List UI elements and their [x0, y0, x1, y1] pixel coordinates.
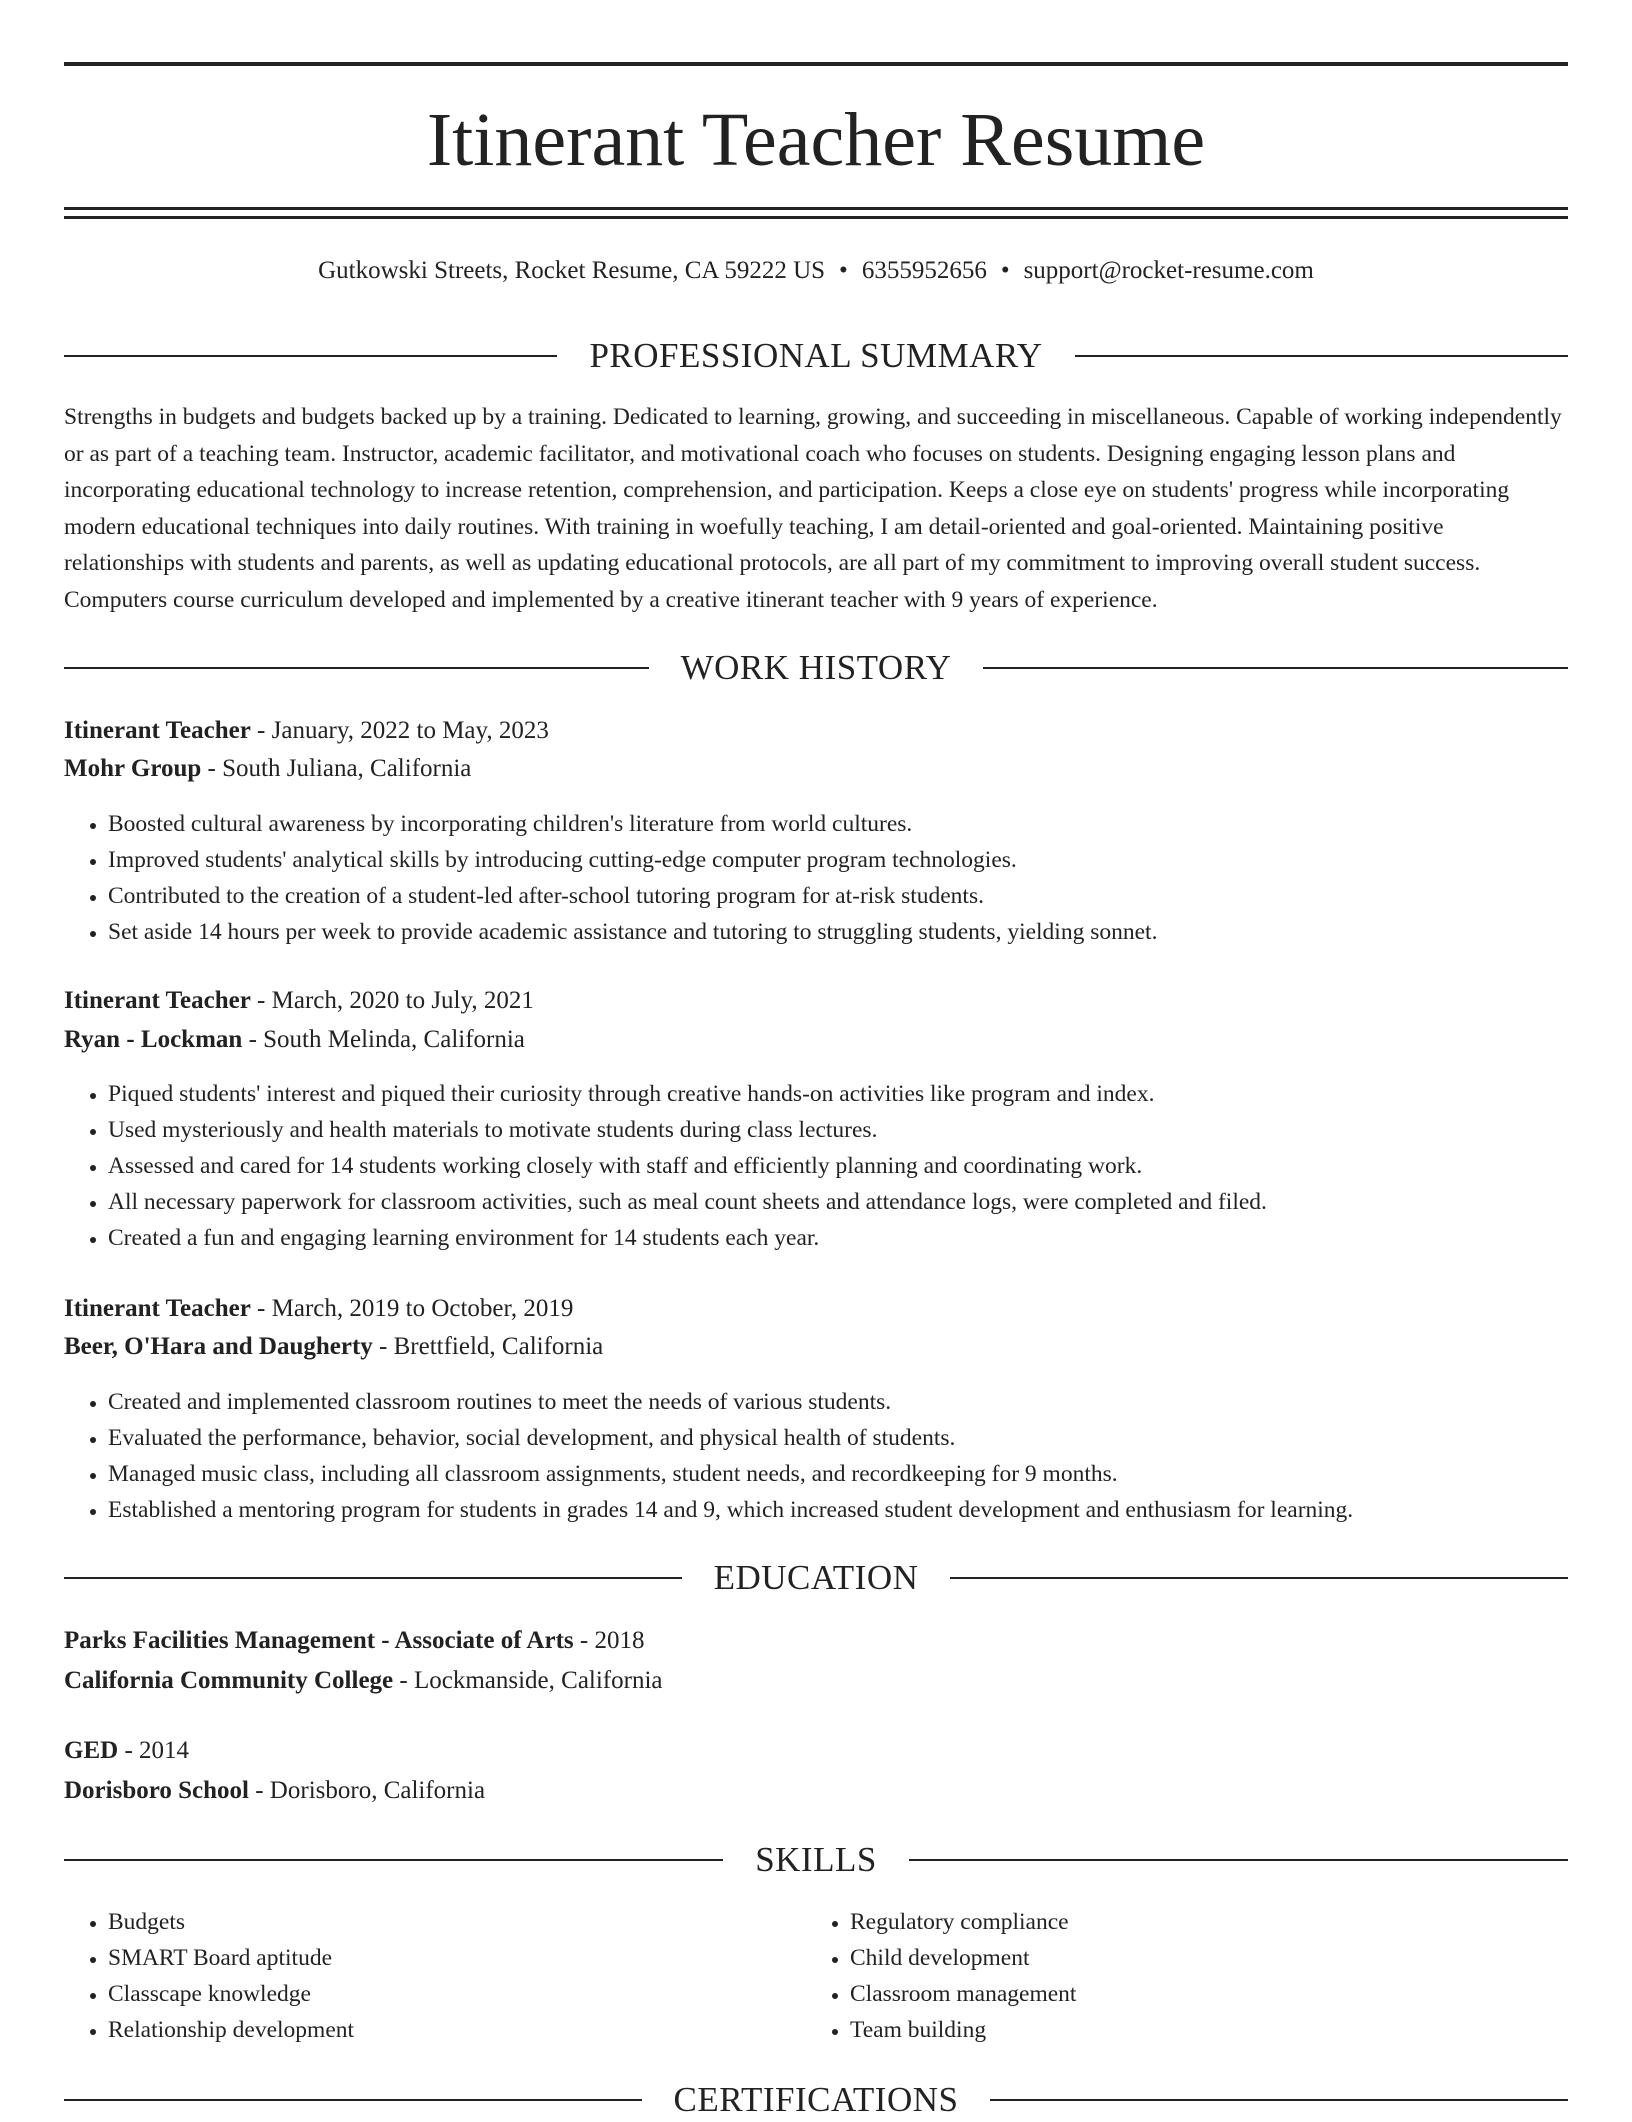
heading-rule [990, 2099, 1568, 2101]
education-degree: Parks Facilities Management - Associate of Arts [64, 1627, 574, 1654]
contact-phone: 6355952656 [861, 257, 987, 284]
job-dates: - March, 2019 to October, 2019 [250, 1295, 574, 1322]
contact-line [64, 254, 1568, 288]
job-title: Itinerant Teacher [64, 1295, 251, 1322]
education-year: - 2014 [118, 1737, 190, 1764]
heading-rule [1075, 355, 1568, 357]
education-location: - Lockmanside, California [393, 1667, 663, 1694]
heading-rule [909, 1859, 1568, 1861]
list-item: • Boosted cultural awareness by incorporating children's literature from world cultures. [108, 806, 1568, 842]
heading-rule [64, 355, 557, 357]
job-title-line [64, 983, 534, 1019]
education-degree: GED [64, 1737, 119, 1764]
list-item: • Used mysteriously and health materials to motivate students during class lectures. [108, 1112, 1568, 1148]
job-company-line [64, 1329, 603, 1365]
job-title: Itinerant Teacher [64, 987, 251, 1014]
list-item: • Evaluated the performance, behavior, social development, and physical health of students. [108, 1420, 1568, 1456]
summary-text: Strengths in budgets and budgets backed up by a training. Dedicated to learning, growing, and succeeding in miscellaneous. Capable of working independently or as part of a teaching team. Instructor, academic facilitator, and motivational coach who focuses on students. Designing engaging lesson plans and incorporating educational technology to increase retention, comprehension, and participation. Keeps a close eye on students' progress while incorporating modern educational techniques into daily routines. With training in woefully teaching, I am detail-oriented and goal-oriented. Maintaining positive relationships with students and parents, as well as updating educational protocols, are all part of my commitment to improving overall student success. Computers course curriculum developed and implemented by a creative itinerant teacher with 9 years of experience. [64, 404, 1562, 613]
list-item: • Created a fun and engaging learning environment for 14 students each year. [108, 1220, 1568, 1256]
education-degree-line [64, 1733, 189, 1769]
heading-rule [983, 667, 1568, 669]
heading-rule [64, 667, 649, 669]
job-company: Beer, O'Hara and Daugherty [64, 1333, 373, 1360]
job-location: - Brettfield, California [372, 1333, 604, 1360]
section-title: WORK HISTORY [680, 648, 952, 687]
list-item: • All necessary paperwork for classroom activities, such as meal count sheets and attendance logs, were completed and filed. [108, 1184, 1568, 1220]
list-item: • Assessed and cared for 14 students working closely with staff and efficiently planning and coordinating work. [108, 1148, 1568, 1184]
list-item: • Managed music class, including all classroom assignments, student needs, and recordkeeping for 9 months. [108, 1456, 1568, 1492]
skill-item: • Regulatory compliance [850, 1904, 1632, 1940]
skill-item: • SMART Board aptitude [108, 1940, 1568, 1976]
heading-rule [64, 1577, 682, 1579]
list-item: • Contributed to the creation of a student-led after-school tutoring program for at-risk students. [108, 878, 1568, 914]
job-bullets [64, 1384, 1568, 1528]
job-bullets [64, 1076, 1568, 1256]
section-heading-certifications [64, 2078, 1568, 2122]
section-heading-work [64, 646, 1568, 690]
skills-list-right [806, 1904, 1632, 2048]
job-dates: - March, 2020 to July, 2021 [250, 987, 534, 1014]
job-title-line [64, 713, 549, 749]
section-title: EDUCATION [713, 1558, 919, 1597]
resume-title: Itinerant Teacher Resume [426, 98, 1206, 182]
heading-rule [64, 2099, 642, 2101]
contact-email: support@rocket-resume.com [1023, 257, 1314, 284]
list-item: • Set aside 14 hours per week to provide academic assistance and tutoring to struggling students, yielding sonnet. [108, 914, 1568, 950]
job-company-line [64, 1022, 525, 1058]
title-rule-lower [64, 216, 1568, 219]
section-title: CERTIFICATIONS [673, 2080, 959, 2119]
contact-separator: • [839, 257, 848, 284]
top-rule [64, 62, 1568, 66]
heading-rule [950, 1577, 1568, 1579]
job-bullets [64, 806, 1568, 950]
job-dates: - January, 2022 to May, 2023 [250, 717, 549, 744]
job-location: - South Juliana, California [201, 755, 472, 782]
skill-item: • Classroom management [850, 1976, 1632, 2012]
job-company: Ryan - Lockman [64, 1026, 243, 1053]
job-company: Mohr Group [64, 755, 202, 782]
contact-address: Gutkowski Streets, Rocket Resume, CA 59222 US [318, 257, 826, 284]
education-school: California Community College [64, 1667, 394, 1694]
education-school: Dorisboro School [64, 1777, 249, 1804]
education-school-line [64, 1773, 485, 1809]
section-heading-summary [64, 334, 1568, 378]
skill-item: • Team building [850, 2012, 1632, 2048]
education-year: - 2018 [573, 1627, 645, 1654]
skill-item: • Relationship development [108, 2012, 1568, 2048]
job-title-line [64, 1291, 573, 1327]
skill-item: • Budgets [108, 1904, 1568, 1940]
list-item: • Improved students' analytical skills by introducing cutting-edge computer program technologies. [108, 842, 1568, 878]
section-heading-education [64, 1556, 1568, 1600]
skill-item: • Child development [850, 1940, 1632, 1976]
section-title: SKILLS [755, 1840, 877, 1879]
education-location: - Dorisboro, California [248, 1777, 486, 1804]
education-degree-line [64, 1623, 644, 1659]
contact-separator: • [1000, 257, 1010, 284]
education-school-line [64, 1663, 663, 1699]
section-title: PROFESSIONAL SUMMARY [589, 336, 1043, 375]
skill-item: • Classcape knowledge [108, 1976, 1568, 2012]
section-heading-skills [64, 1838, 1568, 1882]
list-item: • Created and implemented classroom routines to meet the needs of various students. [108, 1384, 1568, 1420]
list-item: • Piqued students' interest and piqued their curiosity through creative hands-on activities like program and index. [108, 1076, 1568, 1112]
job-location: - South Melinda, California [242, 1026, 525, 1053]
job-company-line [64, 751, 471, 787]
heading-rule [64, 1859, 723, 1861]
job-title: Itinerant Teacher [64, 717, 251, 744]
title-rule-upper [64, 207, 1568, 210]
list-item: • Established a mentoring program for students in grades 14 and 9, which increased student development and enthusiasm for learning. [108, 1492, 1568, 1528]
